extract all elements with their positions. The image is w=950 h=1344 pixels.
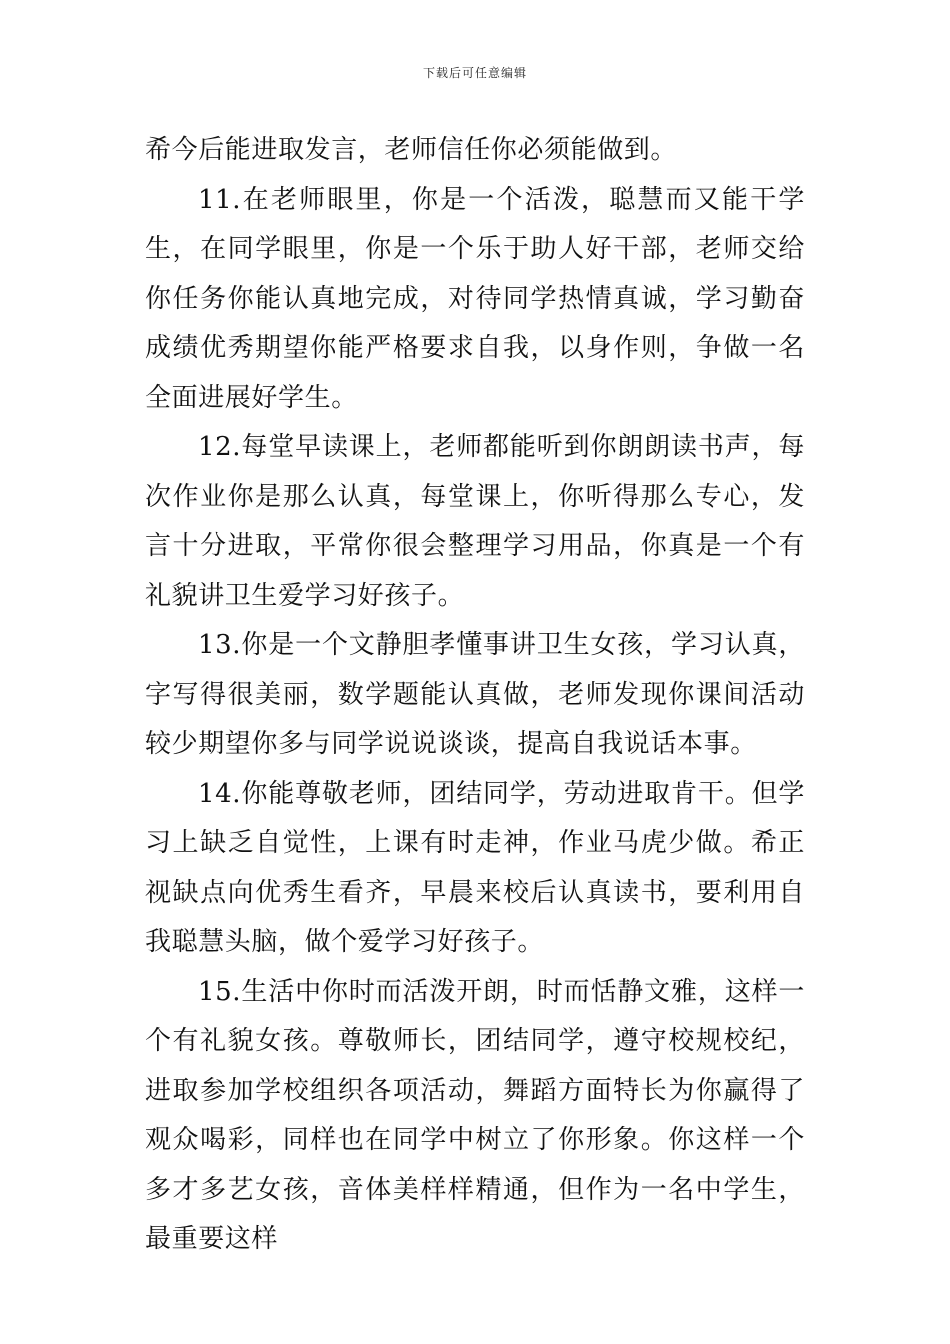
page-header-note: 下载后可任意编辑 [422,66,527,80]
paragraph-item-15: 15.生活中你时而活泼开朗，时而恬静文雅，这样一个有礼貌女孩。尊敬师长，团结同学，遵守校规校纪，进取参加学校组织各项活动，舞蹈方面特长为你赢得了观众喝彩，同样也在同学中树立了你形象。你这样一个多才多艺女孩，音体美样样精通，但作为一名中学生，最重要这样 [145,976,805,1254]
paragraph-item-13: 13.你是一个文静胆孝懂事讲卫生女孩，学习认真，字写得很美丽，数学题能认真做，老师发现你课间活动较少期望你多与同学说说谈谈，提高自我说话本事。 [145,630,805,759]
document-body [145,126,805,1265]
paragraph-item-11: 11.在老师眼里，你是一个活泼，聪慧而又能干学生，在同学眼里，你是一个乐于助人好干部，老师交给你任务你能认真地完成，对待同学热情真诚，学习勤奋成绩优秀期望你能严格要求自我，以身作则，争做一名全面进展好学生。 [145,184,805,413]
paragraph-item-14: 14.你能尊敬老师，团结同学，劳动进取肯干。但学习上缺乏自觉性，上课有时走神，作业马虎少做。希正视缺点向优秀生看齐，早晨来校后认真读书，要利用自我聪慧头脑，做个爱学习好孩子。 [145,778,805,957]
paragraph-continuation: 希今后能进取发言，老师信任你必须能做到。 [145,135,678,165]
paragraph-item-12: 12.每堂早读课上，老师都能听到你朗朗读书声，每次作业你是那么认真，每堂课上，你听得那么专心，发言十分进取，平常你很会整理学习用品，你真是一个有礼貌讲卫生爱学习好孩子。 [145,432,805,611]
